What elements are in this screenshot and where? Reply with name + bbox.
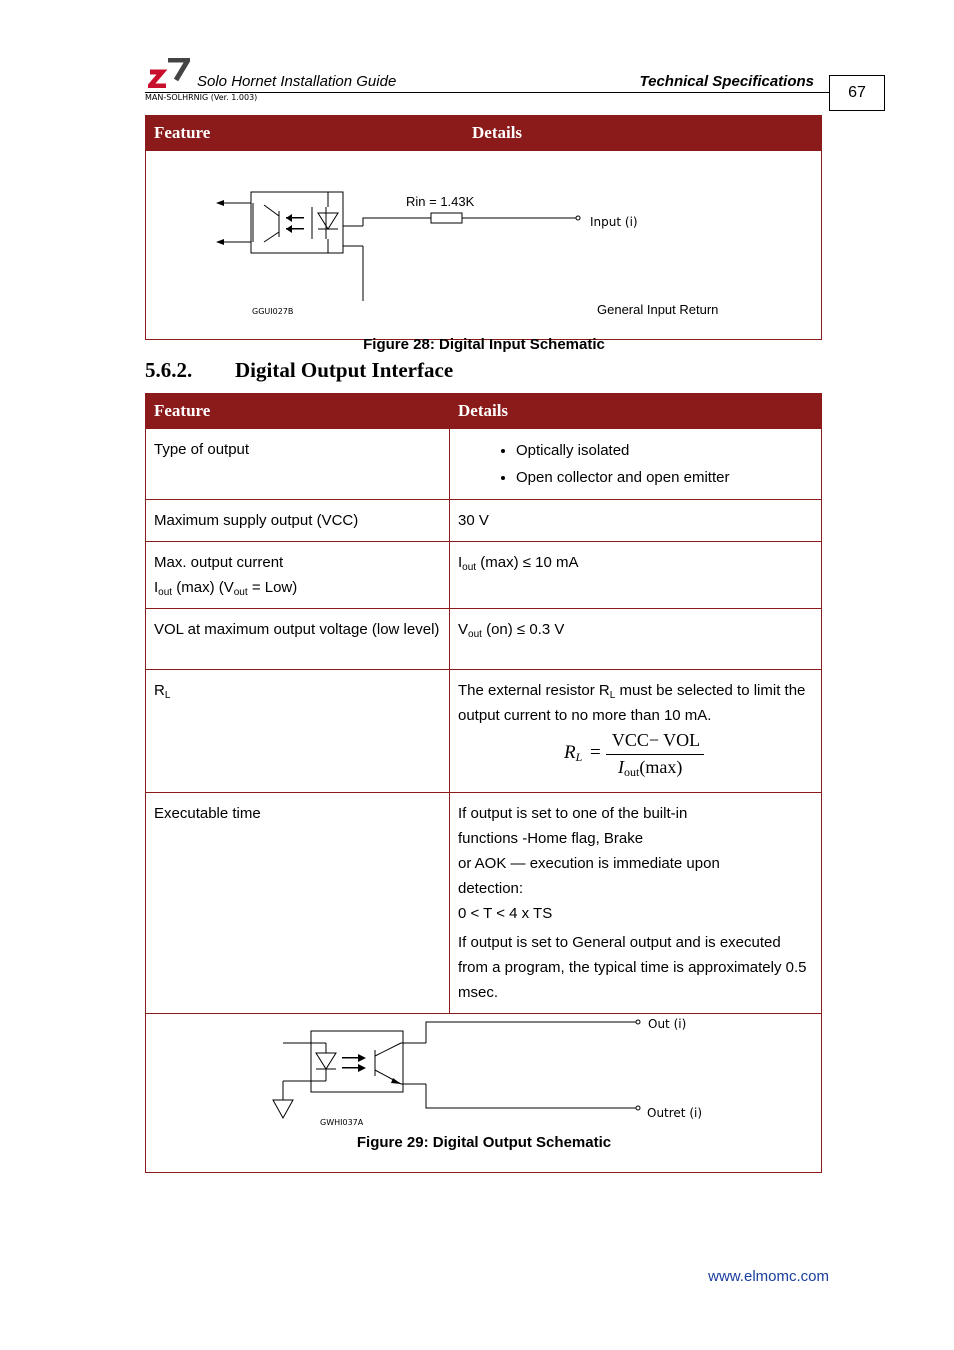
symbol: R bbox=[564, 742, 576, 763]
details-line: If output is set to one of the built-in bbox=[458, 805, 688, 822]
feature-cell: Maximum supply output (VCC) bbox=[146, 500, 450, 542]
output-schematic-cell bbox=[146, 1014, 822, 1173]
formula-lhs bbox=[564, 740, 582, 765]
text: The external resistor R bbox=[458, 682, 610, 699]
text: (max) bbox=[639, 757, 683, 777]
table-row bbox=[146, 793, 822, 1014]
document-id: MAN-SOLHRNIG (Ver. 1.003) bbox=[145, 93, 258, 102]
details-cell bbox=[450, 793, 822, 1014]
output-return-label: Outret (i) bbox=[647, 1106, 703, 1120]
text: (on) ≤ 0.3 V bbox=[481, 621, 565, 638]
symbol: R bbox=[154, 682, 165, 699]
text: = Low) bbox=[247, 579, 298, 596]
table-row bbox=[146, 609, 822, 670]
symbol: I bbox=[618, 757, 624, 777]
feature-cell bbox=[146, 670, 450, 793]
output-feature-table bbox=[145, 393, 822, 1173]
details-cell: 30 V bbox=[450, 500, 822, 542]
feature-line bbox=[154, 575, 441, 600]
symbol: V bbox=[458, 621, 469, 638]
schematic-code: GGUI027B bbox=[252, 307, 294, 316]
figure-caption: Figure 28: Digital Input Schematic bbox=[363, 336, 605, 353]
subscript: out bbox=[158, 587, 173, 598]
subscript: out bbox=[468, 629, 482, 640]
list-item: • Optically isolated bbox=[516, 437, 813, 464]
list-item: • Open collector and open emitter bbox=[516, 464, 813, 491]
column-header-details: Details bbox=[450, 394, 822, 429]
input-feature-table bbox=[145, 115, 822, 353]
feature-cell: Type of output bbox=[146, 429, 450, 500]
subscript: out bbox=[462, 562, 477, 573]
formula-equals: = bbox=[590, 742, 601, 763]
formula-numerator: VCC− VOL bbox=[611, 730, 701, 750]
formula-denominator bbox=[618, 755, 682, 780]
details-line: detection: bbox=[458, 880, 524, 897]
feature-cell: VOL at maximum output voltage (low level) bbox=[146, 609, 450, 670]
column-header-feature: Feature bbox=[146, 116, 464, 151]
resistor-label: Rin = 1.43K bbox=[406, 194, 475, 209]
column-header-feature: Feature bbox=[146, 394, 450, 429]
details-line: 0 < T < 4 x TS bbox=[458, 905, 553, 922]
text: (max) ≤ 10 mA bbox=[476, 554, 579, 571]
rl-formula bbox=[458, 728, 813, 784]
elmo-logo bbox=[148, 58, 190, 88]
details-cell bbox=[450, 609, 822, 670]
details-paragraph: If output is set to General output and is executed from a program, the typical time is approximately 0.5 msec. bbox=[458, 934, 807, 1001]
subscript: L bbox=[609, 690, 616, 701]
section-heading bbox=[145, 358, 453, 383]
symbol: I bbox=[458, 554, 463, 571]
subscript: L bbox=[164, 690, 171, 701]
feature-cell bbox=[146, 542, 450, 609]
document-title: Solo Hornet Installation Guide bbox=[197, 73, 397, 90]
page-number: 67 bbox=[829, 75, 885, 111]
symbol: I bbox=[154, 579, 159, 596]
table-row bbox=[146, 429, 822, 500]
section-heading-text: Digital Output Interface bbox=[235, 358, 454, 382]
input-schematic-cell bbox=[146, 151, 822, 353]
details-cell bbox=[450, 429, 822, 500]
footer-website-link[interactable]: www.elmomc.com bbox=[708, 1268, 829, 1285]
figure-caption: Figure 29: Digital Output Schematic bbox=[356, 1134, 612, 1151]
feature-line: Max. output current bbox=[154, 554, 284, 571]
output-pin-label: Out (i) bbox=[648, 1017, 687, 1031]
text: must be selected to limit the output current to no more than 10 mA. bbox=[458, 682, 806, 724]
details-cell bbox=[450, 542, 822, 609]
table-row bbox=[146, 500, 822, 542]
subscript: out bbox=[624, 765, 640, 779]
digital-input-schematic bbox=[146, 151, 822, 301]
digital-output-schematic bbox=[146, 1014, 822, 1124]
subscript: L bbox=[575, 750, 583, 764]
details-text bbox=[458, 678, 813, 728]
schematic-code: GWHI037A bbox=[320, 1118, 364, 1127]
feature-cell: Executable time bbox=[146, 793, 450, 1014]
details-line: functions -Home flag, Brake bbox=[458, 830, 644, 847]
details-line: or AOK — execution is immediate upon bbox=[458, 855, 720, 872]
input-pin-label: Input (i) bbox=[590, 215, 638, 229]
column-header-details: Details bbox=[464, 116, 822, 151]
table-row bbox=[146, 542, 822, 609]
table-row bbox=[146, 670, 822, 793]
section-title: Technical Specifications bbox=[639, 73, 814, 90]
section-number: 5.6.2. bbox=[145, 358, 193, 382]
text: (max) (V bbox=[172, 579, 234, 596]
subscript: out bbox=[233, 587, 248, 598]
input-return-label: General Input Return bbox=[597, 302, 719, 317]
details-cell bbox=[450, 670, 822, 793]
